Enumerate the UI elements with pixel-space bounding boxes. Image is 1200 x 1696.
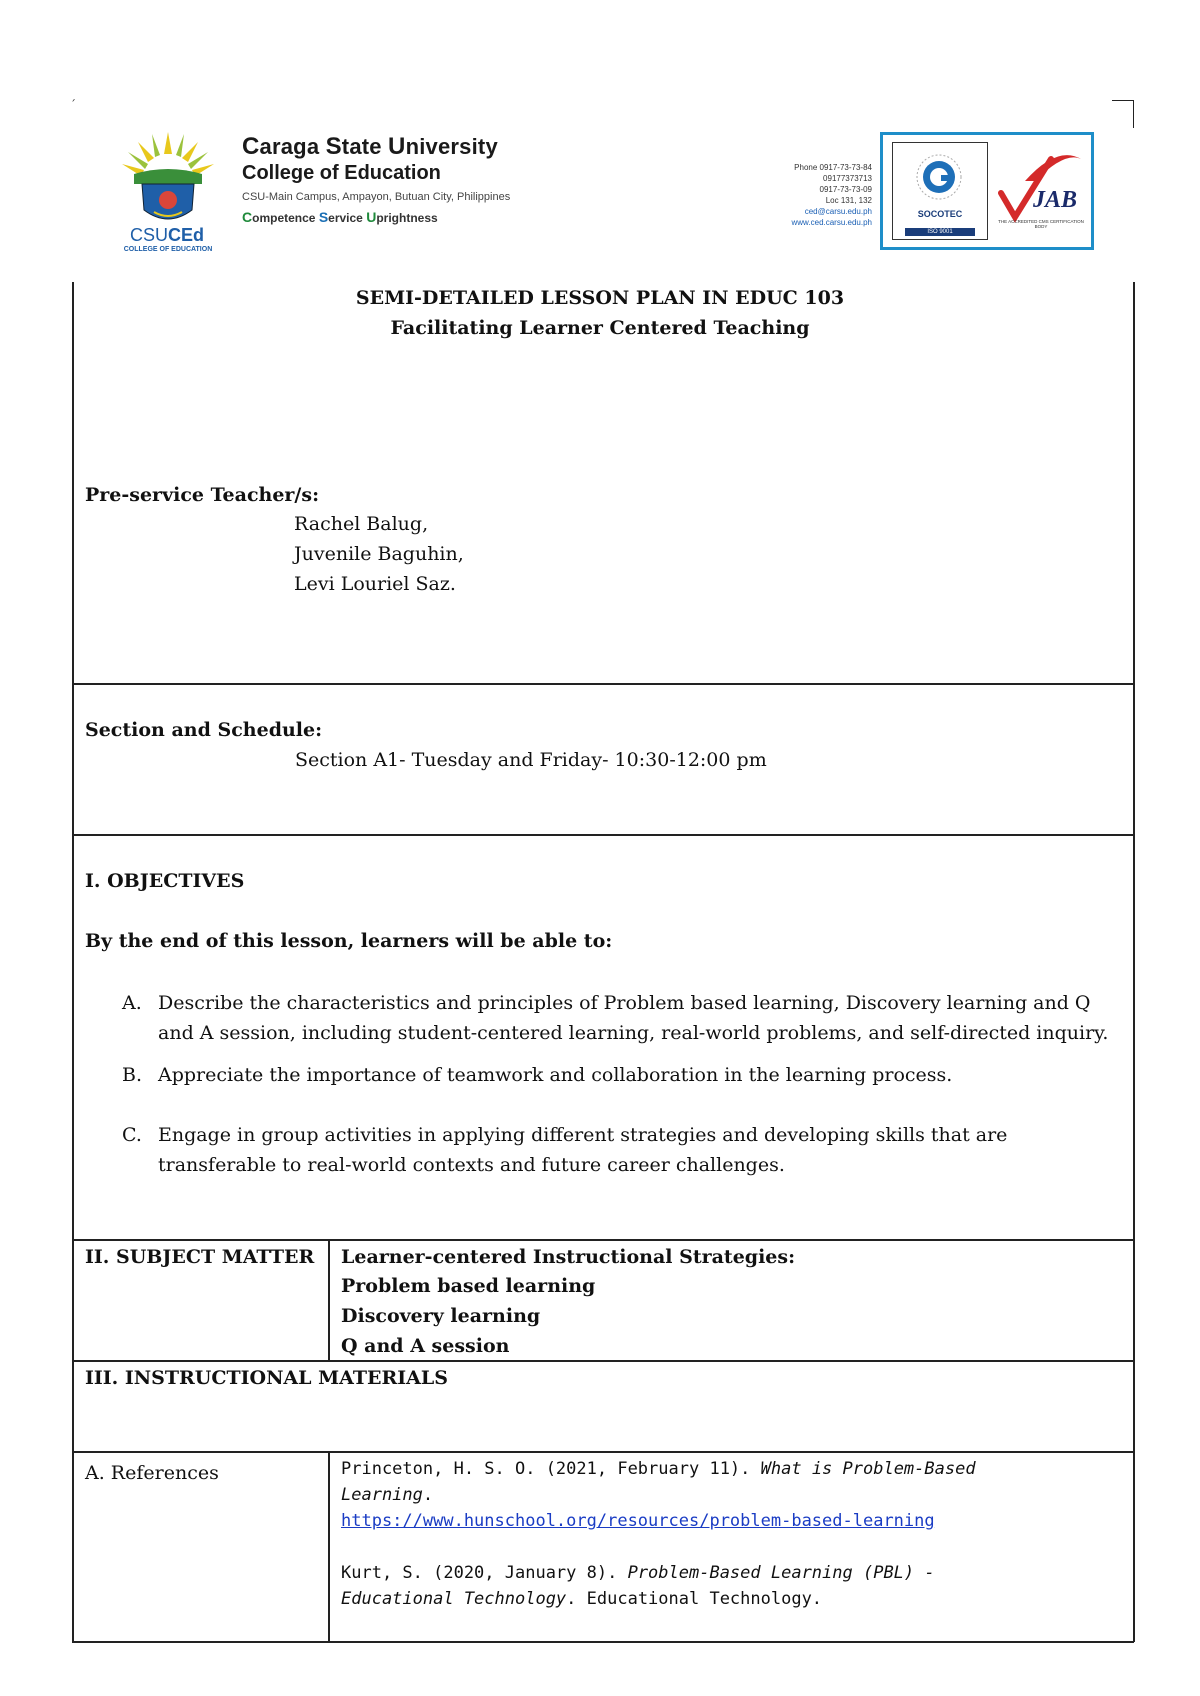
contact-line: Phone 0917-73-73-84 <box>794 163 872 172</box>
contact-line: 09177373713 <box>823 174 872 183</box>
motto <box>242 209 510 225</box>
reference-text: . Educational Technology. <box>566 1589 823 1609</box>
reference-text: Princeton, H. S. O. (2021, February 11). <box>341 1459 761 1479</box>
logo-caption: COLLEGE OF EDUCATION <box>123 246 213 253</box>
objectives-intro: By the end of this lesson, learners will be able to: <box>85 930 613 952</box>
objective-letter: A. <box>122 992 142 1014</box>
jab-caption: THE ACCREDITED CMS CERTIFICATION BODY <box>998 219 1084 229</box>
materials-heading: III. INSTRUCTIONAL MATERIALS <box>85 1367 449 1389</box>
reference-entry-2 <box>341 1560 1131 1612</box>
divider-objectives <box>72 1239 1134 1241</box>
objective-text: Describe the characteristics and principles of Problem based learning, Discovery learning and Q and A session, including student-centered learning, real-world problems, and self-directed inquiry. <box>158 992 1109 1044</box>
reference-text: Kurt, S. (2020, January 8). <box>341 1563 628 1583</box>
contact-line: 0917-73-73-09 <box>819 185 872 194</box>
reference-link[interactable]: https://www.hunschool.org/resources/problem-based-learning <box>341 1511 935 1531</box>
divider-teachers <box>72 683 1134 685</box>
motto-word: ervice <box>328 211 367 225</box>
section-label: Section and Schedule: <box>85 719 323 741</box>
motto-word: ompetence <box>252 211 319 225</box>
university-name-initial: U <box>388 133 406 160</box>
teachers-label: Pre-service Teacher/s: <box>85 484 320 506</box>
subject-matter-label: II. SUBJECT MATTER <box>85 1246 315 1268</box>
certification-box <box>880 132 1094 250</box>
objective-text: Appreciate the importance of teamwork and collaboration in the learning process. <box>158 1064 953 1086</box>
socotec-logo-icon <box>893 143 986 207</box>
subject-matter-column-divider <box>328 1239 330 1360</box>
motto-initial: C <box>242 209 253 225</box>
university-block <box>242 133 510 225</box>
motto-initial: U <box>366 209 377 225</box>
university-name-part: araga <box>259 134 326 159</box>
motto-initial: S <box>318 209 329 225</box>
reference-title: Problem-Based Learning (PBL) - <box>627 1563 935 1583</box>
frame-right-border <box>1133 282 1135 1642</box>
contact-line[interactable]: ced@carsu.edu.ph <box>804 207 872 216</box>
teacher-name: Juvenile Baguhin, <box>294 543 464 565</box>
reference-title: Learning <box>341 1485 423 1505</box>
iso-label: ISO 9001 <box>905 228 975 236</box>
divider-subject-matter <box>72 1360 1134 1362</box>
contact-line[interactable]: www.ced.carsu.edu.ph <box>791 218 872 227</box>
contact-info <box>760 162 872 228</box>
frame-left-border <box>72 282 74 1642</box>
references-label: A. References <box>85 1462 219 1484</box>
university-name-initial: S <box>325 133 342 160</box>
campus-address: CSU-Main Campus, Ampayon, Butuan City, Philippines <box>242 191 511 203</box>
subject-matter-line: Q and A session <box>341 1335 510 1357</box>
motto-word: prightness <box>376 211 438 225</box>
teacher-name: Rachel Balug, <box>294 513 429 535</box>
leaf-band <box>134 169 202 184</box>
reference-title: Educational Technology <box>341 1589 567 1609</box>
college-name: College of Education <box>242 162 441 184</box>
university-name-part: niversity <box>405 134 498 159</box>
frame-bottom-border <box>72 1641 1134 1643</box>
jab-text: JAB <box>1033 187 1078 213</box>
objective-item <box>122 1060 1112 1090</box>
reference-text: . <box>422 1485 434 1505</box>
corner-tick: ´ <box>70 98 76 112</box>
divider-section <box>72 834 1134 836</box>
divider-materials <box>72 1451 1134 1453</box>
reference-entry-1 <box>341 1456 1131 1534</box>
university-name-part: tate <box>341 134 389 159</box>
subject-matter-line: Learner-centered Instructional Strategies: <box>341 1246 796 1268</box>
subject-matter-line: Discovery learning <box>341 1305 541 1327</box>
socotec-label: SOCOTEC <box>917 209 963 219</box>
contact-line: Loc 131, 132 <box>825 196 872 205</box>
objective-item <box>122 1120 1112 1180</box>
subject-matter-line: Problem based learning <box>341 1275 596 1297</box>
section-value: Section A1- Tuesday and Friday- 10:30-12:00 pm <box>295 749 767 771</box>
logo-csu-text: CSU <box>130 225 169 245</box>
lesson-plan-title: SEMI-DETAILED LESSON PLAN IN EDUC 103 <box>355 287 845 309</box>
objective-letter: C. <box>122 1124 142 1146</box>
csu-ced-logo <box>108 124 228 254</box>
objectives-heading: I. OBJECTIVES <box>85 870 245 892</box>
objectives-list <box>122 988 1112 1192</box>
objective-text: Engage in group activities in applying different strategies and developing skills that are transferable to real-world contexts and future career challenges. <box>158 1124 1008 1176</box>
reference-title: What is Problem-Based <box>760 1459 976 1479</box>
lesson-plan-subtitle: Facilitating Learner Centered Teaching <box>390 317 810 339</box>
university-name <box>242 133 510 161</box>
corner-mark-vertical <box>1133 100 1134 128</box>
logo-ced-text: CEd <box>168 225 204 245</box>
teacher-name: Levi Louriel Saz. <box>294 573 456 595</box>
references-column-divider <box>328 1451 330 1641</box>
corner-mark-horizontal <box>1112 100 1134 101</box>
university-name-initial: C <box>242 133 260 160</box>
objective-item <box>122 988 1112 1048</box>
objective-letter: B. <box>122 1064 143 1086</box>
socotec-badge <box>892 142 988 240</box>
